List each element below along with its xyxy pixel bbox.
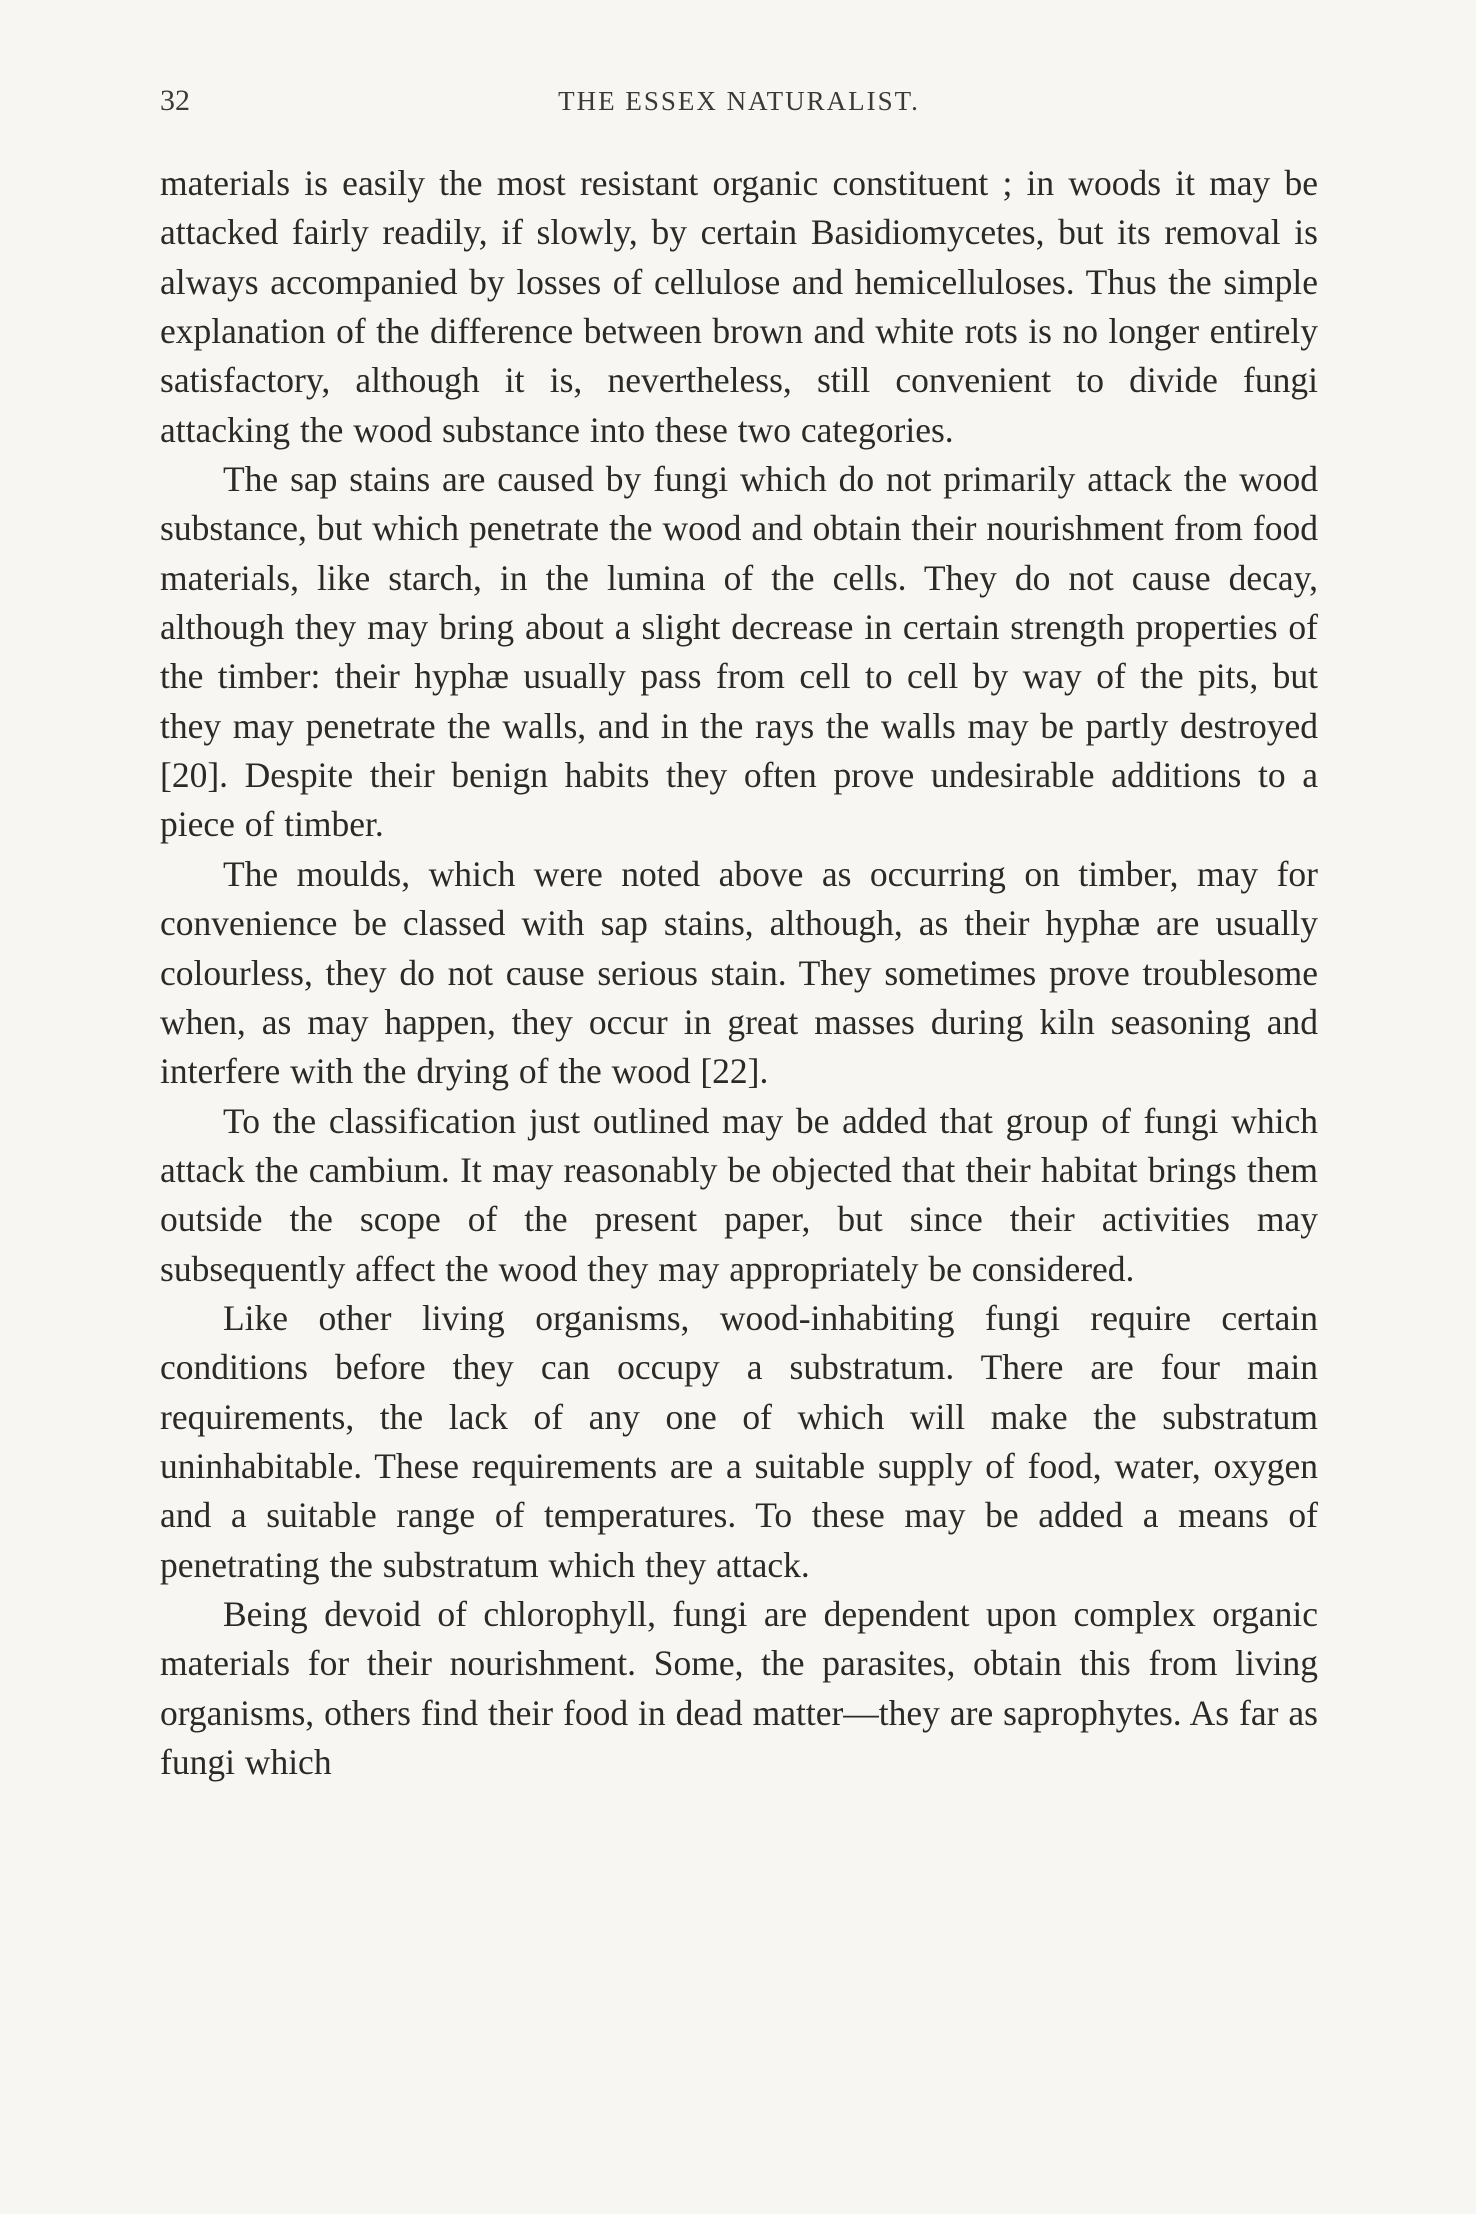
- running-head: [160, 84, 1318, 124]
- paragraph-nourishment: Being devoid of chlorophyll, fungi are dependent upon complex organic materials for their nourishment. Some, the parasites, obtain this from living organisms, others find their food in dead matter—they are saprophytes. As far as fungi which: [160, 1593, 1318, 1782]
- paragraph-continued: materials is easily the most resistant organic constituent ; in woods it may be attacked fairly readily, if slowly, by certain Basidiomycetes, but its removal is always accompanied by losses of cellulose and hemicelluloses. Thus the simple explanation of the difference between brown and white rots is no longer entirely satisfactory, although it is, nevertheless, still convenient to divide fungi attacking the wood substance into these two categories.: [160, 163, 1318, 450]
- paragraph-requirements: Like other living organisms, wood-inhabiting fungi require certain conditions before they can occupy a substratum. There are four main requirements, the lack of any one of which will make the substratum uninhabitable. These requirements are a suitable supply of food, water, oxygen and a suitable range of temperatures. To these may be added a means of penetrating the substratum which they attack.: [160, 1297, 1318, 1585]
- paragraph-moulds: The moulds, which were noted above as occurring on timber, may for convenience be classed with sap stains, although, as their hyphæ are usually colourless, they do not cause serious stain. They sometimes prove troublesome when, as may happen, they occur in great masses during kiln seasoning and interfere with the drying of the wood [22].: [160, 853, 1318, 1092]
- paragraph-cambium-fungi: To the classification just outlined may be added that group of fungi which attack the cambium. It may reasonably be objected that their habitat brings them outside the scope of the present paper, but since their activities may subsequently affect the wood they may appropriately be considered.: [160, 1100, 1318, 1289]
- body-text: [160, 159, 1318, 1787]
- page-number: 32: [160, 84, 190, 117]
- paragraph-sap-stains: The sap stains are caused by fungi which do not primarily attack the wood substance, but which penetrate the wood and obtain their nourishment from food materials, like starch, in the lumina of the cells. They do not cause decay, although they may bring about a slight decrease in certain strength properties of the timber: their hyphæ usually pass from cell to cell by way of the pits, but they may penetrate the walls, and in the rays the walls may be partly destroyed [20]. Despite their benign habits they often prove undesirable additions to a piece of timber.: [160, 459, 1318, 845]
- journal-title: THE ESSEX NATURALIST.: [558, 86, 920, 116]
